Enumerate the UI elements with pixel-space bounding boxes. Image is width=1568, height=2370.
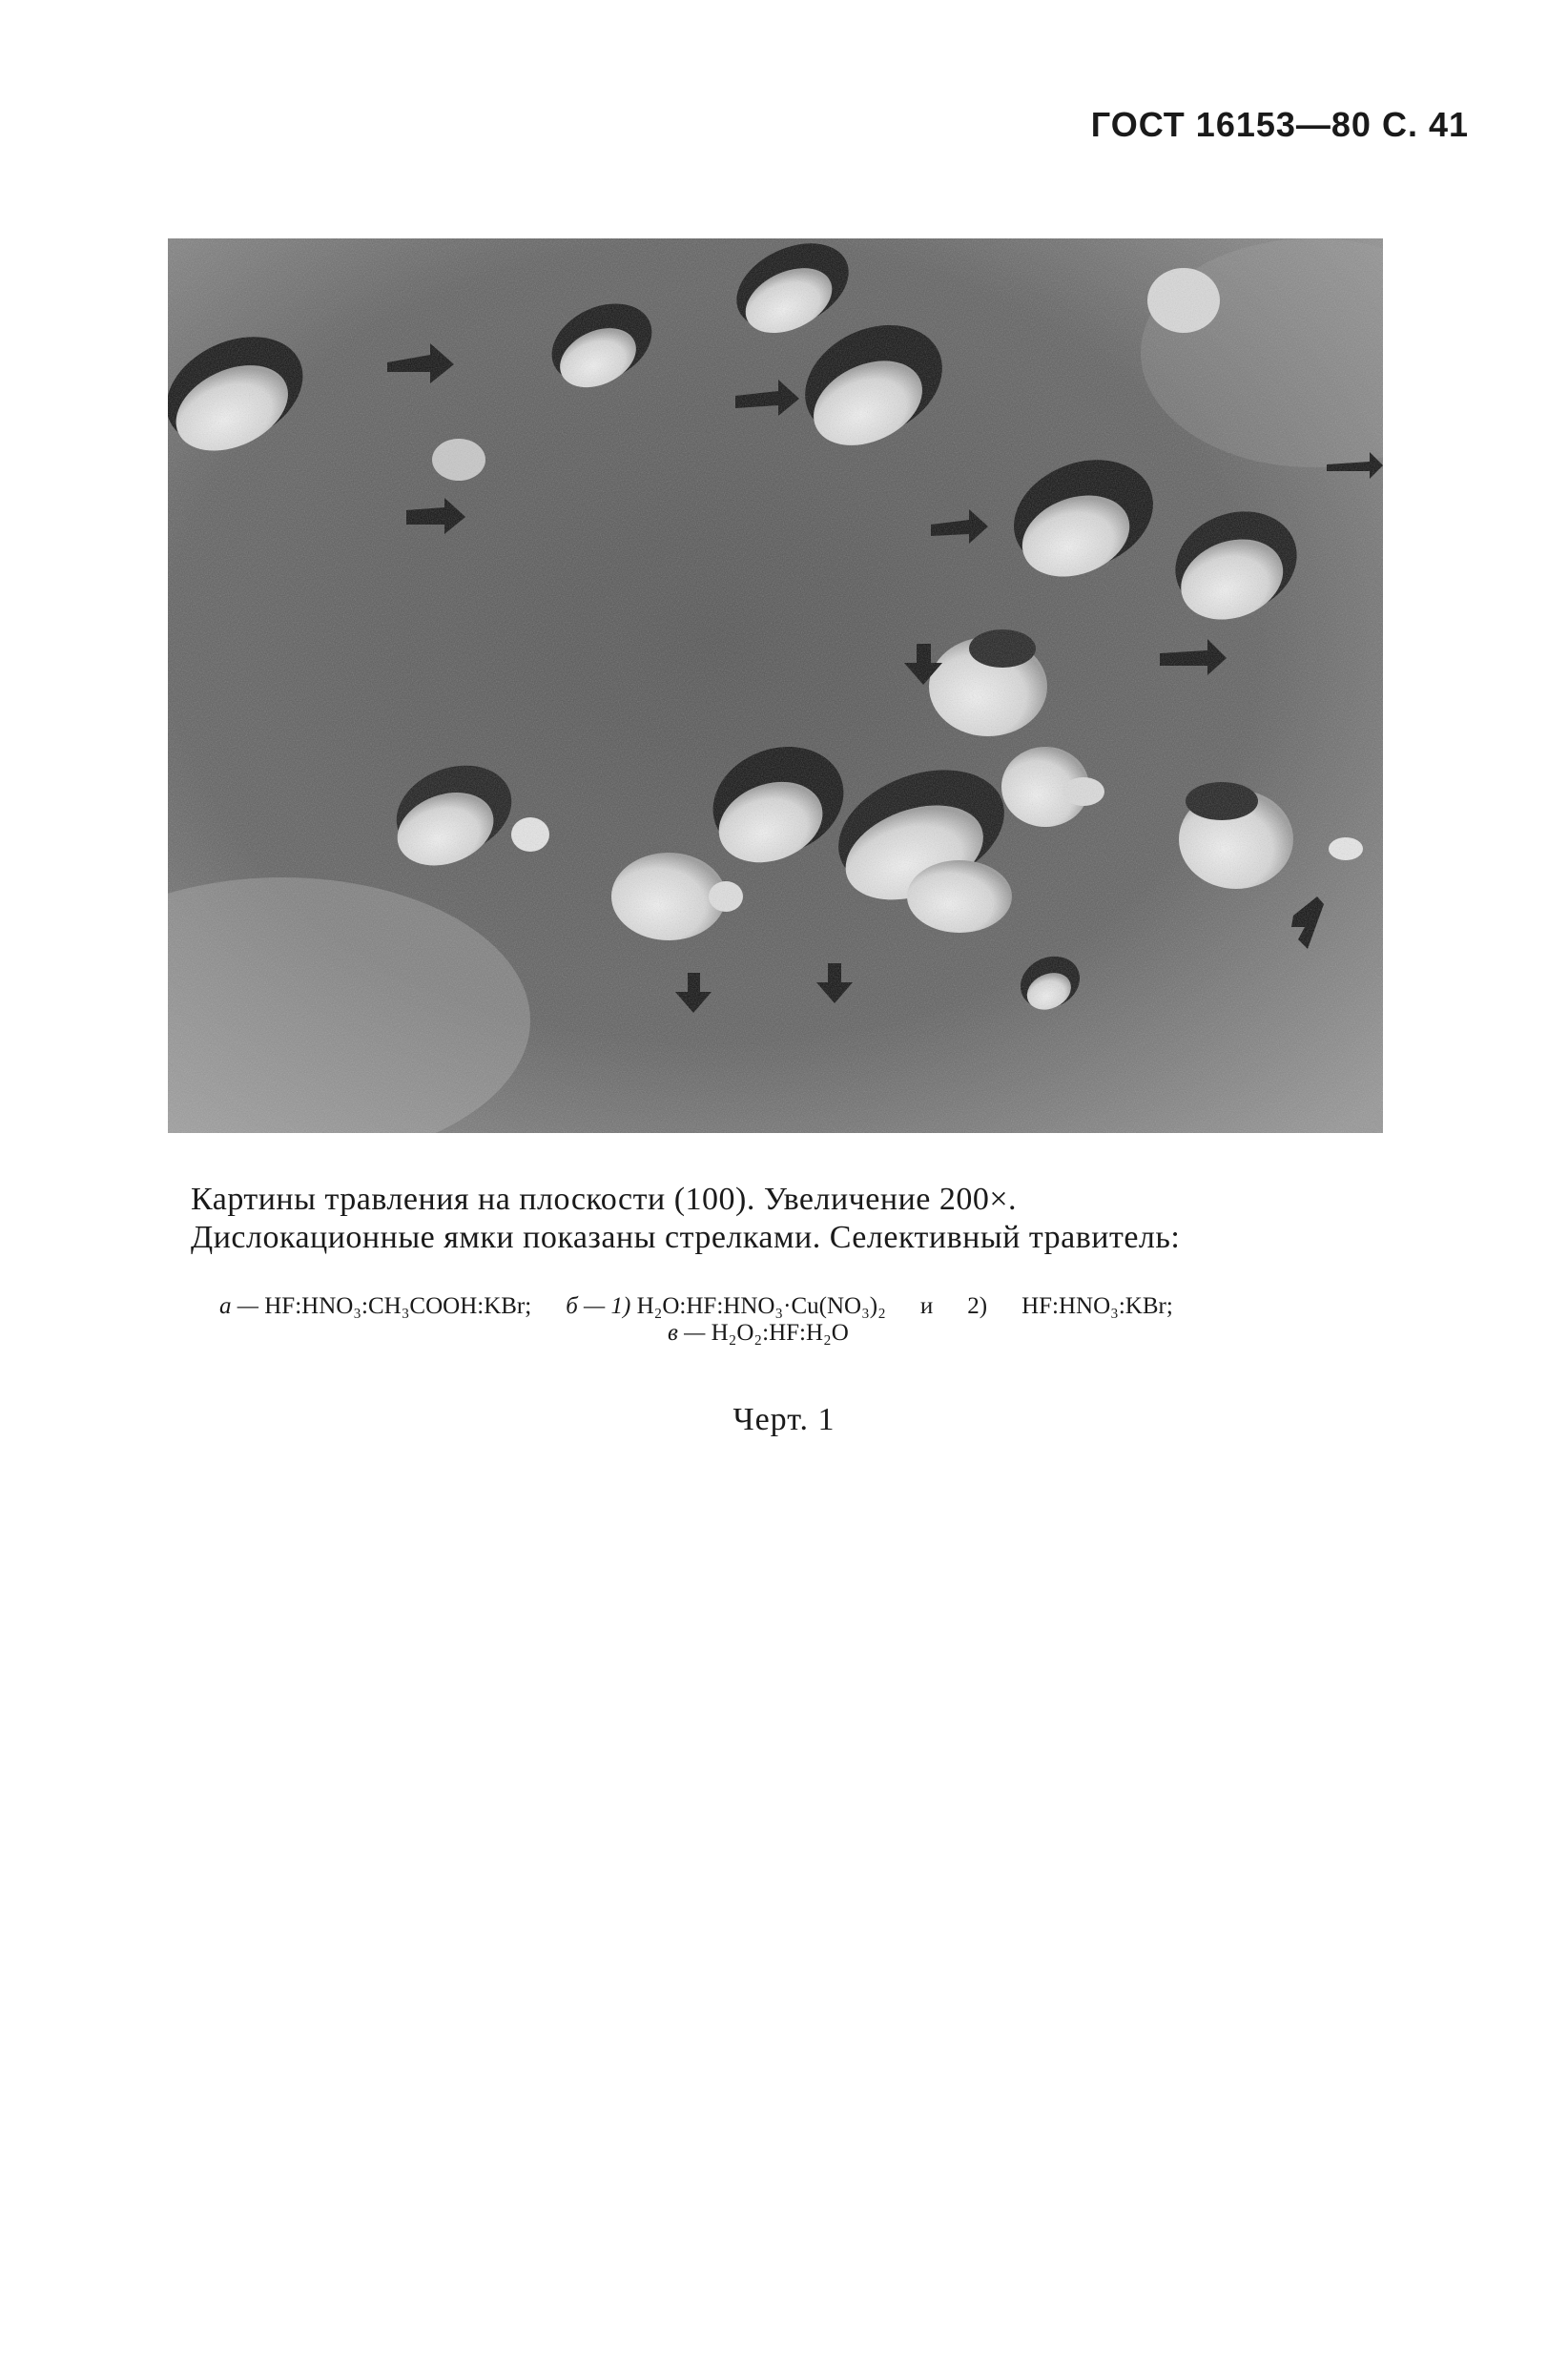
etch-pattern-image xyxy=(168,238,1383,1133)
figure-label: Черт. 1 xyxy=(732,1402,836,1437)
page-header: ГОСТ 16153—80 С. 41 xyxy=(1090,105,1469,144)
caption-line-1: Картины травления на плоскости (100). Увеличение 200×. xyxy=(191,1182,1018,1217)
caption-line-2: Дислокационные ямки показаны стрелками. Селективный травитель: xyxy=(191,1220,1181,1255)
etchant-row-1 xyxy=(219,1293,1421,1320)
etchant-a xyxy=(219,1293,531,1320)
etchant-b-formula-1: H₂O:HF:HNO₃·Cu(NO₃)₂ xyxy=(636,1293,886,1319)
etchant-v-prefix: в — xyxy=(668,1320,706,1346)
etch-pattern-photo xyxy=(168,238,1383,1133)
etchant-b-prefix: б — 1) xyxy=(566,1293,631,1319)
etchant-a-prefix: а — xyxy=(219,1293,258,1319)
etchant-b-num-2: 2) xyxy=(967,1293,988,1319)
figure-caption xyxy=(191,1181,1373,1257)
etchant-row-2 xyxy=(219,1320,1421,1347)
etchant-list xyxy=(219,1293,1421,1347)
etchant-b-and: и xyxy=(919,1293,934,1319)
etchant-v-formula: H₂O₂:HF:H₂O xyxy=(711,1320,849,1346)
etchant-a-formula: HF:HNO₃:CH₃COOH:KBr; xyxy=(264,1293,532,1319)
etchant-b xyxy=(566,1293,886,1320)
etchant-b-formula-2: HF:HNO₃:KBr; xyxy=(1021,1293,1173,1319)
